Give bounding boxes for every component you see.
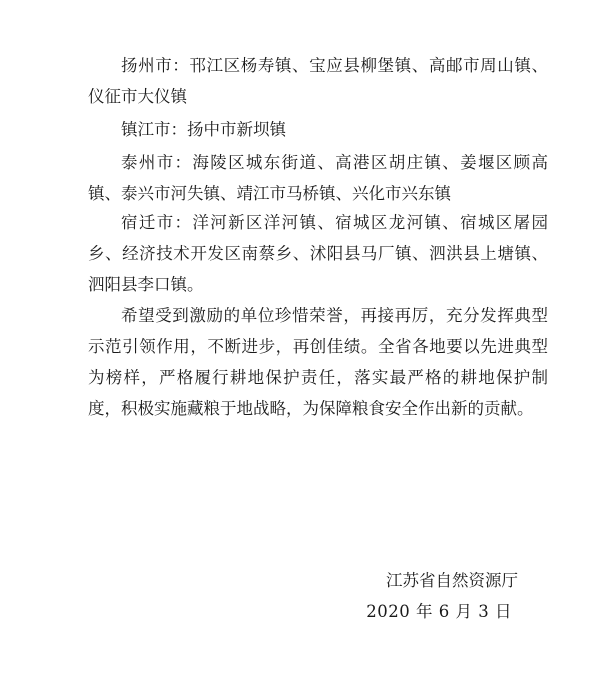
signature-date: 2020 年 6 月 3 日 — [366, 602, 512, 621]
paragraph-taizhou: 泰州市：海陵区城东街道、高港区胡庄镇、姜堰区顾高镇、泰兴市河失镇、靖江市马桥镇、兴化市兴东镇 — [88, 153, 548, 203]
paragraph-suqian: 宿迁市：洋河新区洋河镇、宿城区龙河镇、宿城区屠园乡、经济技术开发区南蔡乡、沭阳县马厂镇、泗洪县上塘镇、泗阳县李口镇。 — [88, 213, 548, 294]
signature-organization: 江苏省自然资源厅 — [386, 571, 518, 590]
paragraph-closing: 希望受到激励的单位珍惜荣誉，再接再厉，充分发挥典型示范引领作用，不断进步，再创佳绩。全省各地要以先进典型为榜样，严格履行耕地保护责任，落实最严格的耕地保护制度，积极实施藏粮于地战略，为保障粮食安全作出新的贡献。 — [88, 306, 548, 418]
paragraph-zhenjiang: 镇江市：扬中市新坝镇 — [121, 120, 286, 139]
paragraph-yangzhou: 扬州市：邗江区杨寿镇、宝应县柳堡镇、高邮市周山镇、仪征市大仪镇 — [88, 56, 548, 106]
